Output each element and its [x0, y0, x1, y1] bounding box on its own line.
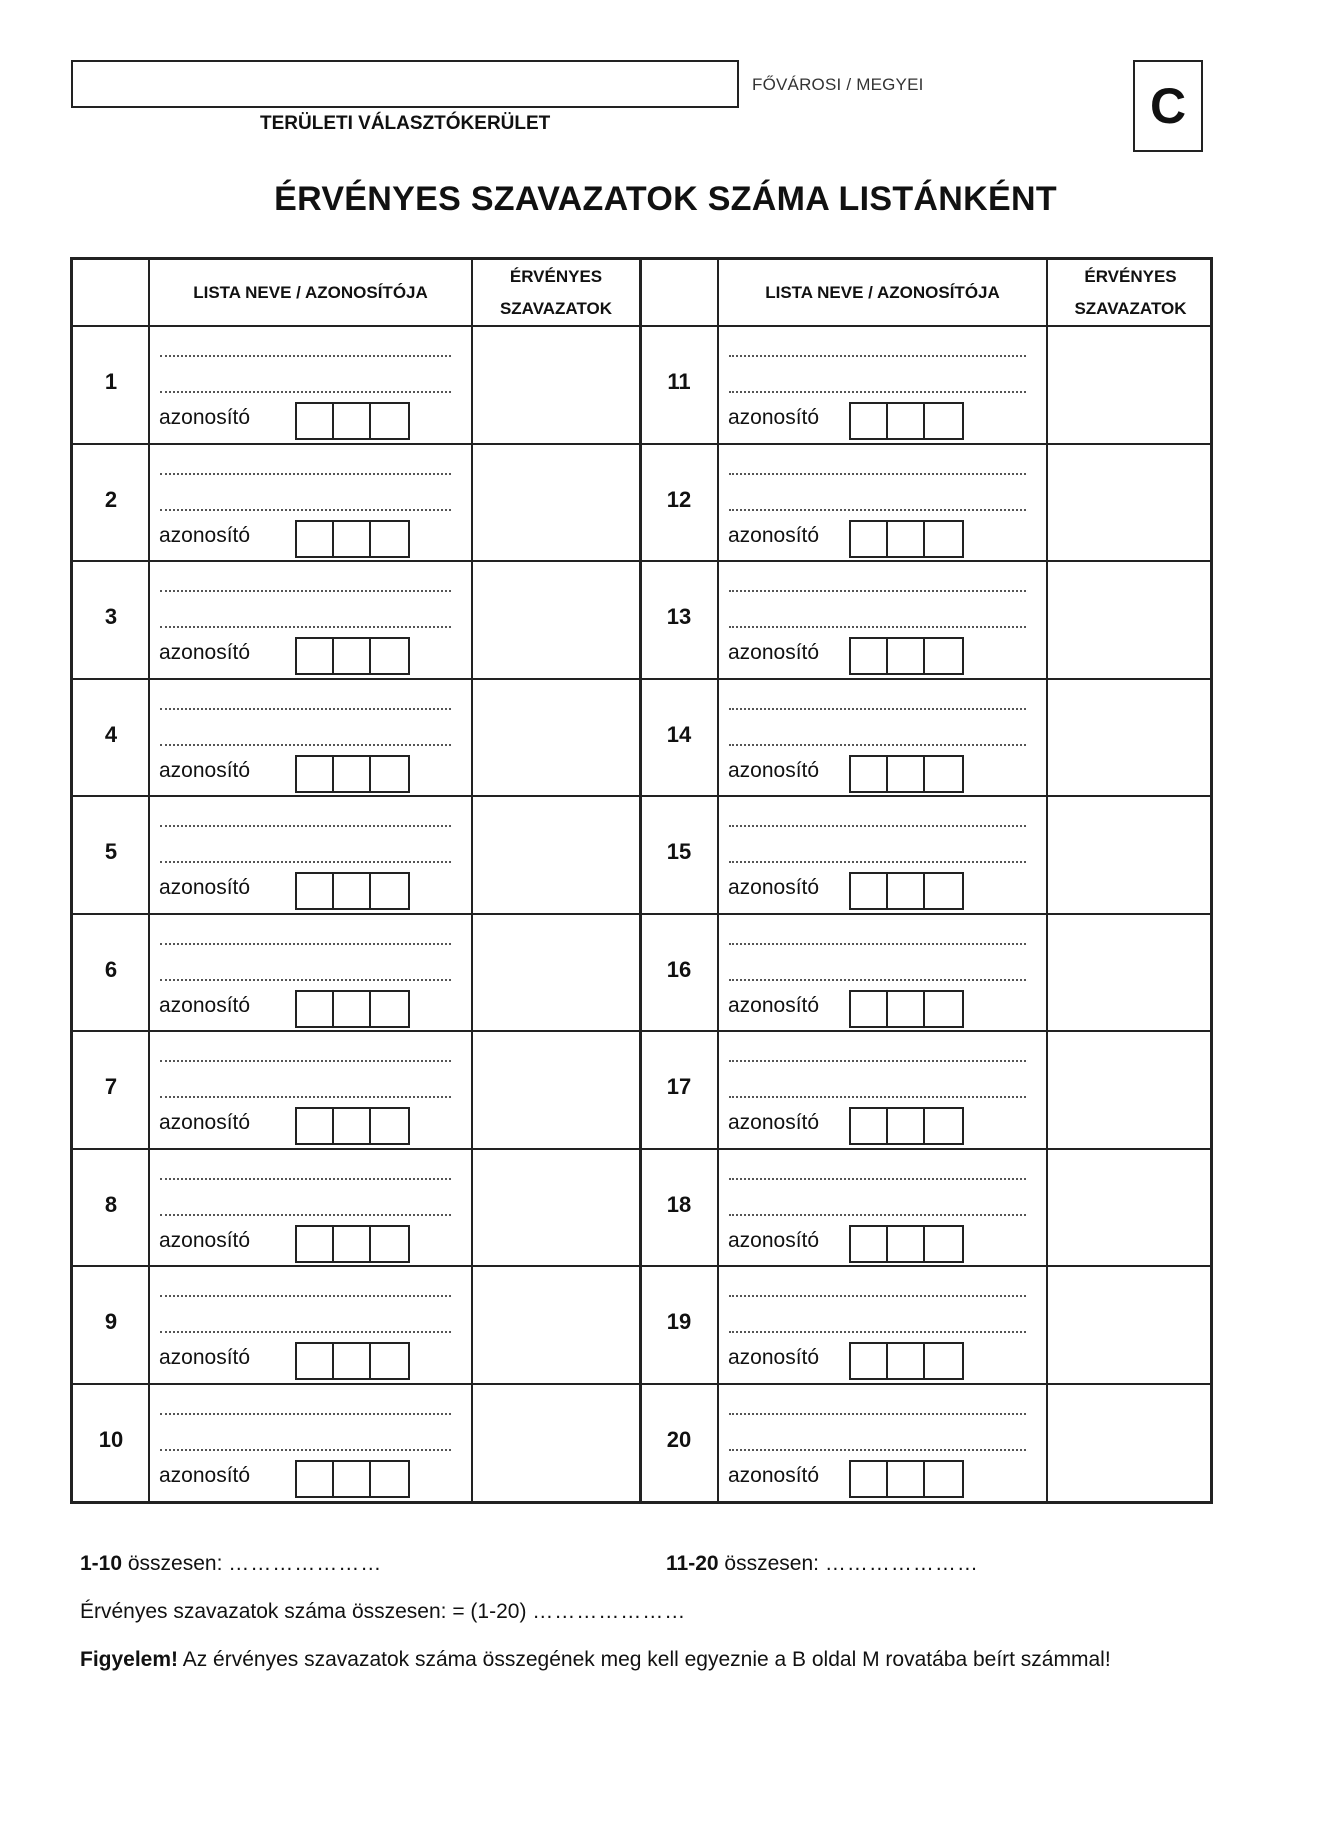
header-valid-votes-left	[473, 260, 639, 325]
header-list-name-left: LISTA NEVE / AZONOSÍTÓJA	[193, 282, 428, 302]
id-digit-box[interactable]	[334, 1109, 371, 1143]
id-digit-box[interactable]	[334, 639, 371, 673]
id-label: azonosító	[159, 758, 251, 782]
region-label: FŐVÁROSI / MEGYEI	[752, 75, 924, 94]
id-digit-box[interactable]	[297, 1462, 334, 1496]
list-name-line[interactable]	[729, 1096, 1026, 1098]
row-number: 3	[104, 604, 118, 629]
valid-votes-cell[interactable]	[1048, 1385, 1213, 1499]
list-name-line[interactable]	[729, 626, 1026, 628]
row-number: 7	[104, 1074, 118, 1099]
id-digit-box[interactable]	[371, 1462, 408, 1496]
list-name-line[interactable]	[160, 391, 451, 393]
list-name-line[interactable]	[729, 861, 1026, 863]
id-code-boxes[interactable]	[295, 1107, 410, 1145]
header-valid-votes-right	[1048, 260, 1213, 325]
id-digit-box[interactable]	[925, 404, 962, 438]
id-digit-box[interactable]	[334, 522, 371, 556]
id-digit-box[interactable]	[297, 1109, 334, 1143]
id-code-boxes[interactable]	[295, 990, 410, 1028]
warning-bold: Figyelem!	[80, 1648, 179, 1671]
warning-text: Az érvényes szavazatok száma összegének meg kell egyeznie a B oldal M rovatába beírt számmal!	[182, 1648, 1111, 1671]
list-name-line[interactable]	[160, 1096, 451, 1098]
row-number: 6	[104, 956, 118, 982]
id-code-boxes[interactable]	[295, 755, 410, 793]
header-votes-line2: SZAVAZATOK	[499, 298, 613, 318]
list-name-line[interactable]	[729, 391, 1026, 393]
id-label: azonosító	[728, 758, 820, 782]
subtotal-left-label: összesen:	[127, 1552, 223, 1575]
list-name-line[interactable]	[729, 708, 1026, 710]
district-name-field[interactable]	[71, 60, 739, 108]
valid-votes-cell[interactable]	[1048, 680, 1213, 794]
id-digit-box[interactable]	[371, 1109, 408, 1143]
list-name-line[interactable]	[160, 744, 451, 746]
id-digit-box[interactable]	[371, 992, 408, 1026]
row-number: 15	[666, 839, 692, 864]
row-number: 9	[104, 1309, 118, 1334]
list-name-line[interactable]	[729, 943, 1026, 945]
subtotal-left-range: 1-10	[80, 1552, 123, 1575]
id-code-boxes[interactable]	[849, 755, 964, 793]
valid-votes-cell[interactable]	[473, 1267, 639, 1381]
row-number: 11	[667, 369, 691, 394]
subtotal-right	[666, 1552, 979, 1576]
valid-votes-cell[interactable]	[473, 915, 639, 1029]
id-code-boxes[interactable]	[295, 637, 410, 675]
list-name-line[interactable]	[729, 355, 1026, 357]
id-digit-box[interactable]	[371, 757, 408, 791]
list-name-line[interactable]	[729, 473, 1026, 475]
id-digit-box[interactable]	[334, 992, 371, 1026]
id-digit-box[interactable]	[925, 992, 962, 1026]
list-name-line[interactable]	[160, 1178, 451, 1180]
list-name-line[interactable]	[160, 1449, 451, 1451]
valid-votes-cell[interactable]	[473, 797, 639, 911]
id-digit-box[interactable]	[851, 1109, 888, 1143]
list-name-line[interactable]	[160, 626, 451, 628]
id-code-boxes[interactable]	[849, 872, 964, 910]
id-digit-box[interactable]	[334, 1462, 371, 1496]
valid-votes-cell[interactable]	[473, 1385, 639, 1499]
list-name-line[interactable]	[729, 979, 1026, 981]
id-label: azonosító	[159, 406, 251, 429]
id-digit-box[interactable]	[334, 1344, 371, 1378]
id-digit-box[interactable]	[297, 522, 334, 556]
id-label: azonosító	[728, 876, 820, 899]
id-label: azonosító	[728, 993, 820, 1017]
valid-votes-cell[interactable]	[1048, 1150, 1213, 1264]
list-name-line[interactable]	[160, 1413, 451, 1415]
list-name-line[interactable]	[160, 943, 451, 945]
id-digit-box[interactable]	[925, 757, 962, 791]
id-code-boxes[interactable]	[849, 990, 964, 1028]
valid-votes-cell[interactable]	[473, 327, 639, 441]
valid-votes-cell[interactable]	[473, 1150, 639, 1264]
id-label: azonosító	[728, 1111, 820, 1134]
valid-votes-cell[interactable]	[473, 680, 639, 794]
id-digit-box[interactable]	[851, 1462, 888, 1496]
row-number: 12	[666, 486, 692, 512]
total-dots[interactable]: …………………	[532, 1600, 687, 1623]
id-digit-box[interactable]	[888, 639, 925, 673]
id-digit-box[interactable]	[925, 874, 962, 908]
list-name-line[interactable]	[160, 1295, 451, 1297]
id-digit-box[interactable]	[371, 522, 408, 556]
valid-votes-cell[interactable]	[1048, 797, 1213, 911]
row-number: 4	[104, 721, 118, 747]
id-code-boxes[interactable]	[295, 402, 410, 440]
list-name-line[interactable]	[729, 1449, 1026, 1451]
id-digit-box[interactable]	[851, 992, 888, 1026]
valid-votes-cell[interactable]	[1048, 562, 1213, 676]
id-digit-box[interactable]	[888, 992, 925, 1026]
id-label: azonosító	[159, 993, 251, 1017]
list-name-line[interactable]	[729, 1178, 1026, 1180]
list-name-line[interactable]	[160, 509, 451, 511]
id-digit-box[interactable]	[888, 757, 925, 791]
id-digit-box[interactable]	[851, 639, 888, 673]
id-code-boxes[interactable]	[849, 402, 964, 440]
id-digit-box[interactable]	[925, 639, 962, 673]
id-digit-box[interactable]	[297, 1227, 334, 1261]
id-digit-box[interactable]	[297, 874, 334, 908]
id-label: azonosító	[728, 406, 820, 429]
valid-votes-cell[interactable]	[1048, 915, 1213, 1029]
valid-votes-cell[interactable]	[473, 1032, 639, 1146]
header-votes-line2: SZAVAZATOK	[1074, 298, 1187, 318]
id-code-boxes[interactable]	[849, 1107, 964, 1145]
id-digit-box[interactable]	[371, 639, 408, 673]
list-name-line[interactable]	[729, 744, 1026, 746]
list-name-line[interactable]	[729, 509, 1026, 511]
id-digit-box[interactable]	[851, 1227, 888, 1261]
id-digit-box[interactable]	[888, 1109, 925, 1143]
id-digit-box[interactable]	[371, 1344, 408, 1378]
id-digit-box[interactable]	[925, 1227, 962, 1261]
id-digit-box[interactable]	[925, 1462, 962, 1496]
list-name-line[interactable]	[160, 825, 451, 827]
row-number: 2	[104, 486, 118, 512]
id-label: azonosító	[159, 523, 251, 547]
subtotal-right-dots[interactable]: …………………	[824, 1552, 979, 1575]
row-number: 18	[666, 1191, 692, 1217]
row-number: 19	[666, 1309, 692, 1334]
id-label: azonosító	[159, 1463, 251, 1487]
id-digit-box[interactable]	[334, 404, 371, 438]
id-digit-box[interactable]	[851, 404, 888, 438]
id-label: azonosító	[159, 1228, 251, 1252]
id-digit-box[interactable]	[888, 874, 925, 908]
list-name-line[interactable]	[729, 1413, 1026, 1415]
id-digit-box[interactable]	[888, 1227, 925, 1261]
list-name-line[interactable]	[160, 473, 451, 475]
id-digit-box[interactable]	[851, 1344, 888, 1378]
list-name-line[interactable]	[729, 825, 1026, 827]
id-code-boxes[interactable]	[295, 1342, 410, 1380]
id-code-boxes[interactable]	[849, 1460, 964, 1498]
id-digit-box[interactable]	[297, 992, 334, 1026]
id-digit-box[interactable]	[925, 1109, 962, 1143]
id-code-boxes[interactable]	[295, 872, 410, 910]
list-name-line[interactable]	[160, 1331, 451, 1333]
id-label: azonosító	[728, 1463, 820, 1487]
row-number: 17	[666, 1074, 692, 1099]
subtotal-right-range: 11-20	[666, 1552, 719, 1575]
subtotal-left	[80, 1552, 382, 1576]
list-name-line[interactable]	[729, 1331, 1026, 1333]
row-number: 10	[98, 1426, 124, 1452]
id-digit-box[interactable]	[371, 874, 408, 908]
id-digit-box[interactable]	[297, 404, 334, 438]
row-number: 8	[104, 1191, 118, 1217]
valid-votes-cell[interactable]	[1048, 445, 1213, 559]
warning-line	[80, 1648, 1111, 1672]
row-number: 1	[104, 369, 118, 394]
id-code-boxes[interactable]	[849, 520, 964, 558]
id-digit-box[interactable]	[334, 874, 371, 908]
list-name-line[interactable]	[729, 1214, 1026, 1216]
id-code-boxes[interactable]	[295, 1460, 410, 1498]
votes-table	[70, 257, 1213, 1504]
id-digit-box[interactable]	[334, 1227, 371, 1261]
id-digit-box[interactable]	[297, 757, 334, 791]
id-label: azonosító	[728, 641, 820, 664]
header-votes-line1: ÉRVÉNYES	[1084, 266, 1177, 286]
header-list-name-right: LISTA NEVE / AZONOSÍTÓJA	[765, 282, 1000, 302]
id-digit-box[interactable]	[851, 874, 888, 908]
list-name-line[interactable]	[729, 1295, 1026, 1297]
subtotal-left-dots[interactable]: …………………	[228, 1552, 383, 1575]
list-name-line[interactable]	[160, 590, 451, 592]
total-label: Érvényes szavazatok száma összesen: = (1-20)	[80, 1600, 527, 1623]
row-number: 13	[666, 604, 692, 629]
id-digit-box[interactable]	[925, 1344, 962, 1378]
id-digit-box[interactable]	[888, 522, 925, 556]
id-digit-box[interactable]	[888, 1344, 925, 1378]
district-label: TERÜLETI VÁLASZTÓKERÜLET	[260, 113, 551, 134]
list-name-line[interactable]	[729, 590, 1026, 592]
id-code-boxes[interactable]	[295, 1225, 410, 1263]
id-digit-box[interactable]	[334, 757, 371, 791]
list-name-line[interactable]	[160, 708, 451, 710]
header-votes-line1: ÉRVÉNYES	[509, 266, 603, 286]
id-digit-box[interactable]	[851, 757, 888, 791]
id-label: azonosító	[159, 1111, 251, 1134]
page-title: ÉRVÉNYES SZAVAZATOK SZÁMA LISTÁNKÉNT	[274, 180, 1057, 218]
id-digit-box[interactable]	[851, 522, 888, 556]
id-digit-box[interactable]	[371, 1227, 408, 1261]
list-name-line[interactable]	[160, 1060, 451, 1062]
list-name-line[interactable]	[729, 1060, 1026, 1062]
id-label: azonosító	[159, 641, 251, 664]
id-digit-box[interactable]	[371, 404, 408, 438]
row-number: 16	[666, 956, 692, 982]
id-label: azonosító	[159, 876, 251, 899]
valid-votes-cell[interactable]	[1048, 1267, 1213, 1381]
list-name-line[interactable]	[160, 1214, 451, 1216]
id-label: azonosító	[728, 1346, 820, 1369]
id-label: azonosító	[728, 1228, 820, 1252]
id-label: azonosító	[728, 523, 820, 547]
id-digit-box[interactable]	[297, 639, 334, 673]
total-line	[80, 1600, 686, 1624]
id-code-boxes[interactable]	[849, 1342, 964, 1380]
list-name-line[interactable]	[160, 355, 451, 357]
id-code-boxes[interactable]	[849, 637, 964, 675]
id-code-boxes[interactable]	[295, 520, 410, 558]
valid-votes-cell[interactable]	[473, 562, 639, 676]
id-code-boxes[interactable]	[849, 1225, 964, 1263]
id-digit-box[interactable]	[297, 1344, 334, 1378]
valid-votes-cell[interactable]	[1048, 327, 1213, 441]
id-digit-box[interactable]	[925, 522, 962, 556]
id-digit-box[interactable]	[888, 1462, 925, 1496]
row-number: 20	[666, 1426, 692, 1452]
list-name-line[interactable]	[160, 979, 451, 981]
valid-votes-cell[interactable]	[473, 445, 639, 559]
subtotal-right-label: összesen:	[724, 1552, 819, 1575]
page-letter-badge: C	[1133, 60, 1203, 152]
list-name-line[interactable]	[160, 861, 451, 863]
row-number: 14	[666, 721, 692, 747]
valid-votes-cell[interactable]	[1048, 1032, 1213, 1146]
id-digit-box[interactable]	[888, 404, 925, 438]
id-label: azonosító	[159, 1346, 251, 1369]
row-number: 5	[104, 839, 118, 864]
